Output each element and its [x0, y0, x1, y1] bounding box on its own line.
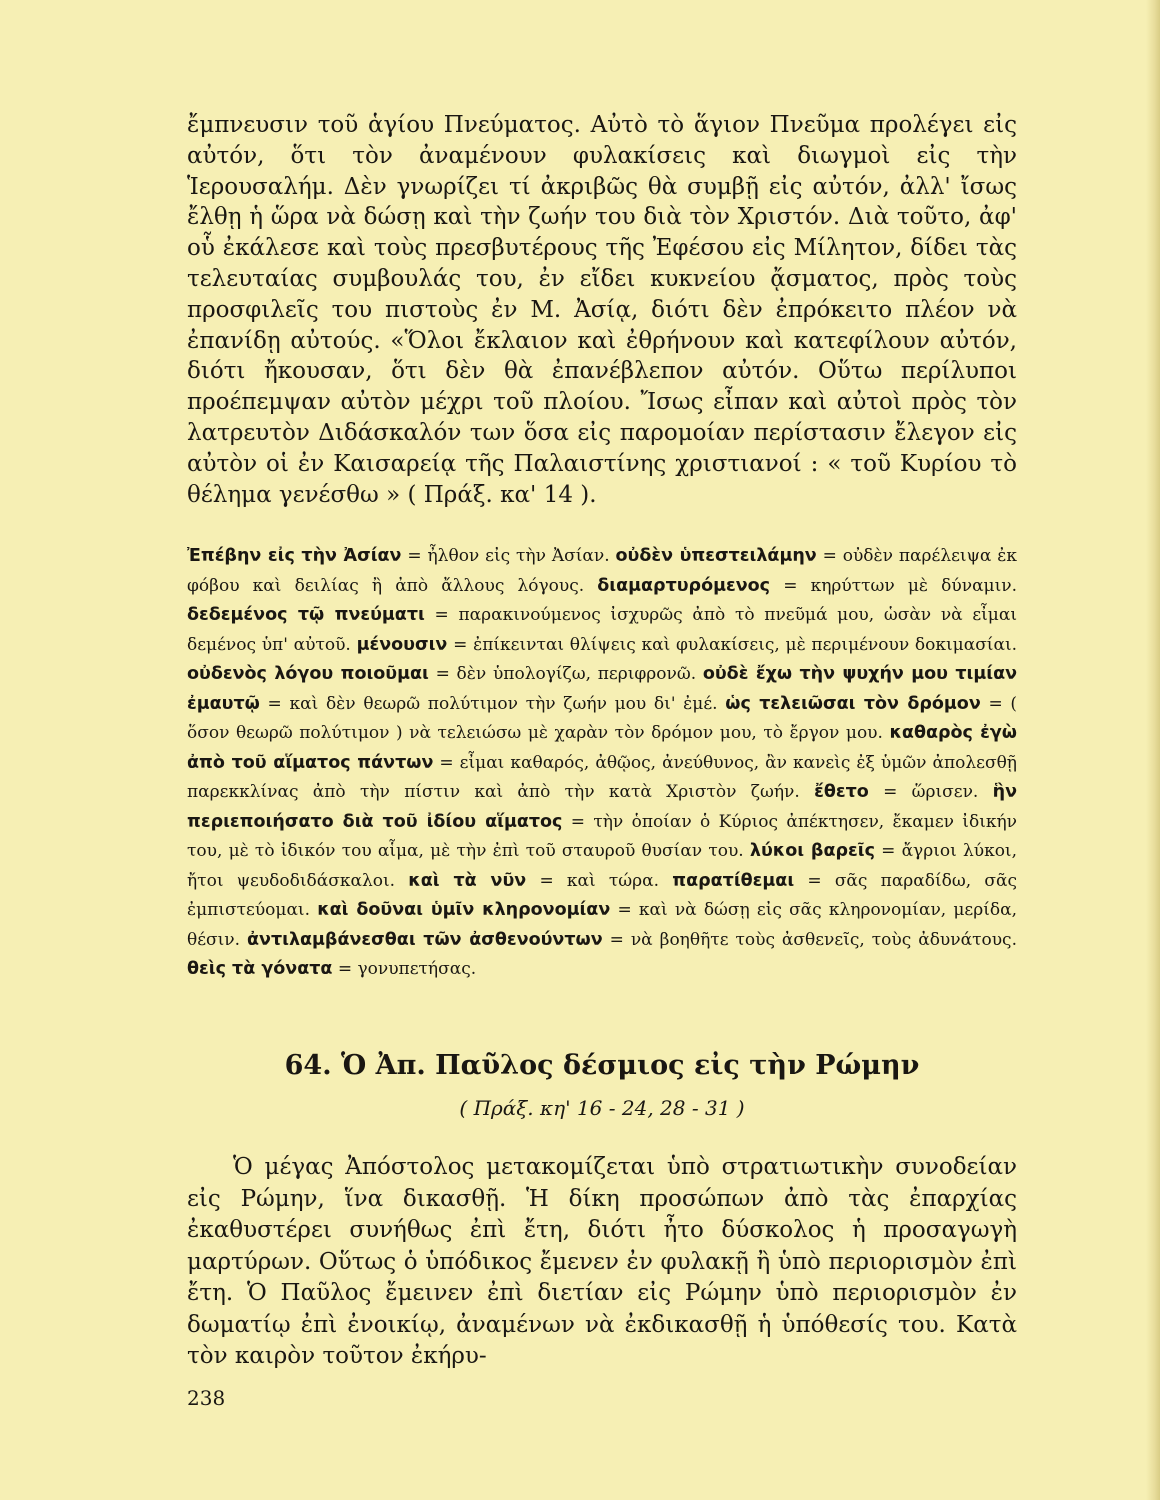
note-term: δεδεμένος τῷ πνεύματι: [187, 605, 425, 625]
note-gloss: = ὥρισεν.: [883, 782, 979, 802]
note-gloss: = γονυπετήσας.: [337, 959, 477, 979]
note-term: ἀντιλαμβάνεσθαι τῶν ἀσθενούντων: [247, 929, 603, 950]
section-body: [187, 1152, 1017, 1373]
page-number: 238: [187, 1386, 226, 1410]
note-gloss: = καὶ δὲν θεωρῶ πολύτιμον τὴν ζωήν μου δι' ἐμέ.: [267, 693, 718, 714]
note-term: ἣν περιεποιήσατο διὰ τοῦ ἰδίου αἵματος: [187, 782, 1018, 832]
note-gloss: = νὰ βοηθῆτε τοὺς ἀσθενεῖς, τοὺς ἀδυνάτους.: [609, 929, 1017, 950]
note-term: καὶ δοῦναι ὑμῖν κληρονομίαν: [317, 900, 611, 920]
note-gloss: = εἶμαι καθαρός, ἀθῷος, ἀνεύθυνος, ἂν κανεὶς ἐξ ὑμῶν ἀπολεσθῇ παρεκκλίνας ἀπὸ τὴν πίστιν καὶ ἀπὸ τὴν κατὰ Χριστὸν ζωήν.: [187, 752, 1017, 802]
note-gloss: = ἐπίκεινται θλίψεις καὶ φυλακίσεις, μὲ περιμένουν δοκιμασίαι.: [453, 634, 1018, 655]
main-paragraph: ἔμπνευσιν τοῦ ἁγίου Πνεύματος. Αὐτὸ τὸ ἅγιον Πνεῦμα προλέγει εἰς αὐτόν, ὅτι τὸν ἀναμένουν φυλακίσεις καὶ διωγμοὶ εἰς τὴν Ἱερουσαλήμ. Δὲν γνωρίζει τί ἀκριβῶς θὰ συμβῇ εἰς αὐτόν, ἀλλ' ἴσως ἔλθῃ ἡ ὥρα νὰ δώσῃ καὶ τὴν ζωήν του διὰ τὸν Χριστόν. Διὰ τοῦτο, ἀφ' οὗ ἐκάλεσε καὶ τοὺς πρεσβυτέρους τῆς Ἐφέσου εἰς Μίλητον, δίδει τὰς τελευταίας συμβουλάς του, ἐν εἴδει κυκνείου ᾄσματος, πρὸς τοὺς προσφιλεῖς του πιστοὺς ἐν Μ. Ἀσίᾳ, διότι δὲν ἐπρόκειτο πλέον νὰ ἐπανίδῃ αὐτούς. «Ὅλοι ἔκλαιον καὶ ἐθρήνουν καὶ κατεφίλουν αὐτόν, διότι ἤκουσαν, ὅτι δὲν θὰ ἐπανέβλεπον αὐτόν. Οὕτω περίλυποι προέπεμψαν αὐτὸν μέχρι τοῦ πλοίου. Ἴσως εἶπαν καὶ αὐτοὶ πρὸς τὸν λατρευτὸν Διδάσκαλόν των ὅσα εἰς παρομοίαν περίστασιν ἔλεγον εἰς αὐτὸν οἱ ἐν Καισαρείᾳ τῆς Παλαιστίνης χριστιανοί : « τοῦ Κυρίου τὸ θέλημα γενέσθω » ( Πράξ. κα' 14 ).: [187, 112, 1017, 508]
note-term: ἔθετο: [814, 782, 869, 802]
note-term: ὡς τελειῶσαι τὸν δρόμον: [725, 693, 981, 714]
section-paragraph: Ὁ μέγας Ἀπόστολος μετακομίζεται ὑπὸ στρατιωτικὴν συνοδείαν εἰς Ρώμην, ἵνα δικασθῇ. Ἡ δίκη προσώπων ἀπὸ τὰς ἐπαρχίας ἐκαθυστέρει συνήθως ἐπὶ ἔτη, διότι ἦτο δύσκολος ἡ προσαγωγὴ μαρτύρων. Οὕτως ὁ ὑπόδικος ἔμενεν ἐν φυλακῇ ἢ ὑπὸ περιορισμὸν ἐπὶ ἔτη. Ὁ Παῦλος ἔμεινεν ἐπὶ διετίαν εἰς Ρώμην ὑπὸ περιορισμὸν ἐν δωματίῳ ἐπὶ ἐνοικίῳ, ἀναμένων νὰ ἐκδικασθῇ ἡ ὑπόθεσίς του. Κατὰ τὸν καιρὸν τοῦτον ἐκήρυ-: [187, 1154, 1017, 1369]
note-gloss: = παρακινούμενος ἰσχυρῶς ἀπὸ τὸ πνεῦμά μου, ὡσὰν νὰ εἶμαι δεμένος ὑπ' αὐτοῦ.: [187, 605, 1017, 655]
note-term: καὶ τὰ νῦν: [408, 870, 527, 891]
note-term: μένουσιν: [356, 634, 448, 655]
main-text-block: [187, 110, 1017, 510]
section-title: 64. Ὁ Ἀπ. Παῦλος δέσμιος εἰς τὴν Ρώμην: [284, 1050, 920, 1081]
glossary-paragraph: [187, 542, 1017, 985]
note-term: Ἐπέβην εἰς τὴν Ἀσίαν: [187, 546, 402, 566]
note-gloss: = δὲν ὑπολογίζω, περιφρονῶ.: [435, 664, 697, 684]
note-gloss: = σᾶς παραδίδω, σᾶς ἐμπιστεύομαι.: [187, 870, 1017, 920]
glossary-notes: [187, 542, 1017, 985]
note-term: οὐδενὸς λόγου ποιοῦμαι: [187, 664, 429, 684]
note-term: διαμαρτυρόμενος: [597, 575, 771, 596]
note-term: παρατίθεμαι: [672, 870, 795, 891]
note-term: λύκοι βαρεῖς: [749, 841, 875, 861]
note-term: οὐδὲ ἔχω τὴν ψυχήν μου τιμίαν ἐμαυτῷ: [187, 664, 1018, 714]
section-reference: ( Πράξ. κη' 16 - 24, 28 - 31 ): [459, 1096, 745, 1120]
note-gloss: = καὶ νὰ δώσῃ εἰς σᾶς κληρονομίαν, μερίδα, θέσιν.: [187, 900, 1017, 950]
note-term: καθαρὸς ἐγὼ ἀπὸ τοῦ αἵματος πάντων: [187, 723, 1018, 773]
note-gloss: = ( ὅσον θεωρῶ πολύτιμον ) νὰ τελειώσω μὲ χαρὰν τὸν δρόμον μου, τὸ ἔργον μου.: [187, 693, 1018, 743]
page-edge: [1146, 0, 1160, 1500]
note-term: οὐδὲν ὑπεστειλάμην: [615, 546, 817, 566]
note-gloss: = καὶ τώρα.: [539, 870, 660, 891]
note-gloss: = κηρύττων μὲ δύναμιν.: [783, 575, 1017, 596]
note-gloss: = οὐδὲν παρέλειψα ἐκ φόβου καὶ δειλίας ἢ ἀπὸ ἄλλους λόγους.: [187, 546, 1018, 596]
note-gloss: = ἦλθον εἰς τὴν Ἀσίαν.: [407, 546, 610, 566]
note-term: θεὶς τὰ γόνατα: [187, 959, 333, 979]
note-gloss: = ἄγριοι λύκοι, ἤτοι ψευδοδιδάσκαλοι.: [187, 841, 1017, 891]
note-gloss: = τὴν ὁποίαν ὁ Κύριος ἀπέκτησεν, ἔκαμεν ἰδικήν του, μὲ τὸ ἰδικόν του αἷμα, μὲ τὴν ἐπὶ τοῦ σταυροῦ θυσίαν του.: [187, 811, 1018, 861]
